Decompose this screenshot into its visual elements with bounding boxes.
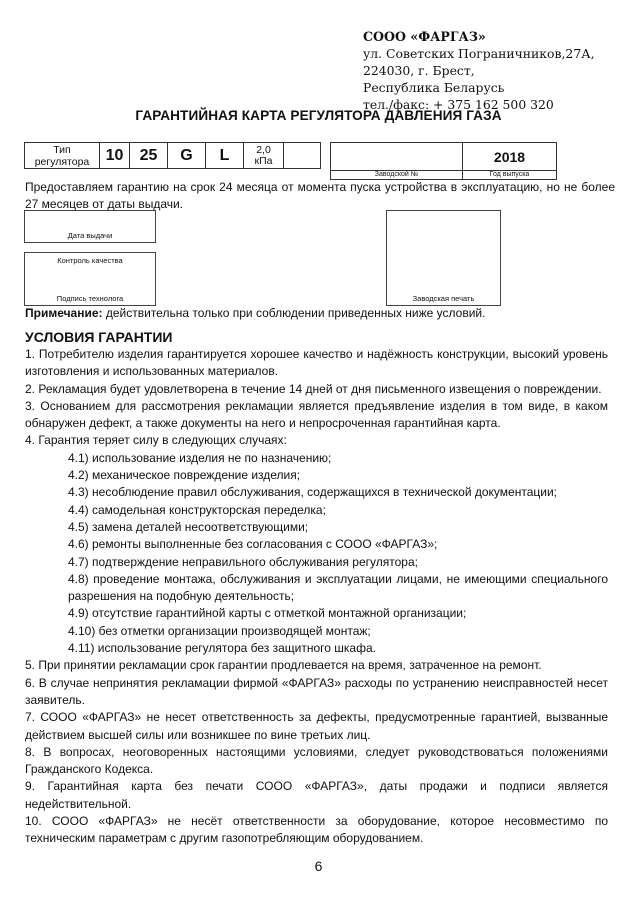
condition-item: 8. В вопросах, неоговоренных настоящими условиями, следует руководствоваться положениями Гражданского Кодекса. — [25, 744, 608, 777]
type-code-cell: 10 — [100, 143, 130, 169]
type-code-cell: 25 — [130, 143, 168, 169]
condition-subitem: 4.9) отсутствие гарантийной карты с отметкой монтажной организации; — [68, 606, 467, 621]
note-label: Примечание: — [25, 306, 103, 320]
issue-date-box — [24, 210, 156, 243]
condition-subitem: 4.3) несоблюдение правил обслуживания, содержащихся в технической документации; — [68, 485, 557, 500]
type-code-cell: G — [168, 143, 206, 169]
serial-number-value — [331, 143, 463, 171]
warranty-intro: Предоставляем гарантию на срок 24 месяца от момента пуска устройства в эксплуатацию, но не более 27 месяцев от даты выдачи. — [25, 180, 615, 211]
condition-item: 7. СООО «ФАРГАЗ» не несет ответственность за дефекты, предусмотренные гарантией, вызванные действием высшей силы или возникшее по вине третьих лиц. — [25, 710, 608, 742]
address-line: Республика Беларусь — [363, 80, 505, 95]
condition-subitem: 4.2) механическое повреждение изделия; — [68, 468, 301, 483]
condition-subitem: 4.8) проведение монтажа, обслуживания и эксплуатации лицами, не имеющими специального разрешения на подобную деятельность; — [68, 571, 608, 604]
regulator-type-table — [24, 142, 321, 169]
condition-item: 9. Гарантийная карта без печати СООО «ФАРГАЗ», даты продажи и подписи является недействительной. — [25, 779, 608, 811]
conditions-heading: УСЛОВИЯ ГАРАНТИИ — [25, 329, 173, 345]
issue-date-label: Дата выдачи — [67, 231, 113, 240]
serial-number-label: Заводской № — [331, 171, 463, 180]
condition-subitem: 4.5) замена деталей несоответствующими; — [68, 519, 309, 534]
condition-subitem: 4.1) использование изделия не по назначению; — [68, 450, 332, 465]
year-value: 2018 — [463, 143, 557, 171]
condition-subitem: 4.6) ремонты выполненные без согласования с СООО «ФАРГАЗ»; — [68, 537, 438, 552]
condition-subitem: 4.7) подтверждение неправильного обслуживания регулятора; — [68, 554, 418, 569]
condition-item: 6. В случае непринятия рекламации фирмой «ФАРГАЗ» расходы по устранению неисправностей несет заявитель. — [25, 675, 608, 707]
type-code-cell: L — [206, 143, 244, 169]
condition-subitem: 4.4) самодельная конструкторская переделка; — [68, 502, 326, 517]
note-text: действительна только при соблюдении приведенных ниже условий. — [102, 306, 486, 320]
address-line: ул. Советских Пограничников,27А, — [363, 46, 595, 61]
factory-stamp-box — [386, 210, 501, 306]
quality-control-box — [24, 252, 156, 306]
condition-subitem: 4.11) использование регулятора без защитного шкафа. — [68, 641, 376, 656]
page-number: 6 — [314, 858, 323, 874]
year-label: Год выпуска — [463, 171, 557, 180]
factory-stamp-label: Заводская печать — [412, 294, 475, 303]
serial-year-table — [330, 142, 557, 180]
condition-subitem: 4.10) без отметки организации производящей монтаж; — [68, 623, 371, 638]
conditions-list — [25, 346, 608, 848]
phone-line: тел./факс: + 375 162 500 320 — [363, 97, 554, 112]
address-line: 224030, г. Брест, — [363, 63, 475, 78]
type-label-cell: Тип регулятора — [25, 143, 100, 169]
blank-cell — [284, 143, 321, 169]
company-block — [363, 28, 595, 113]
pressure-cell: 2,0 кПа — [244, 143, 284, 169]
company-name: СООО «ФАРГАЗ» — [363, 29, 486, 44]
condition-item: 2. Рекламация будет удовлетворена в течение 14 дней от дня письменного извещения о повреждении. — [25, 381, 602, 396]
note — [25, 306, 485, 320]
condition-item: 3. Основанием для рассмотрения рекламации является предъявление изделия в том виде, в каком обнаружен дефект, а также документы на него и непросроченная гарантийная карта. — [25, 398, 608, 431]
condition-item: 5. При принятии рекламации срок гарантии продлевается на время, затраченное на ремонт. — [25, 658, 542, 673]
page-title: ГАРАНТИЙНАЯ КАРТА РЕГУЛЯТОРА ДАВЛЕНИЯ ГАЗА — [135, 108, 502, 123]
condition-item: 1. Потребителю изделия гарантируется хорошее качество и надёжность конструкции, высокий уровень изготовления и использованных материалов. — [25, 347, 608, 379]
condition-item: 10. СООО «ФАРГАЗ» не несёт ответственности за оборудование, которое несовместимо по техническим параметрам с другим газопотребляющим оборудованием. — [25, 814, 608, 846]
condition-item: 4. Гарантия теряет силу в следующих случаях: — [25, 433, 287, 448]
quality-control-label: Контроль качества — [57, 256, 123, 265]
technologist-signature-label: Подпись технолога — [56, 294, 124, 303]
